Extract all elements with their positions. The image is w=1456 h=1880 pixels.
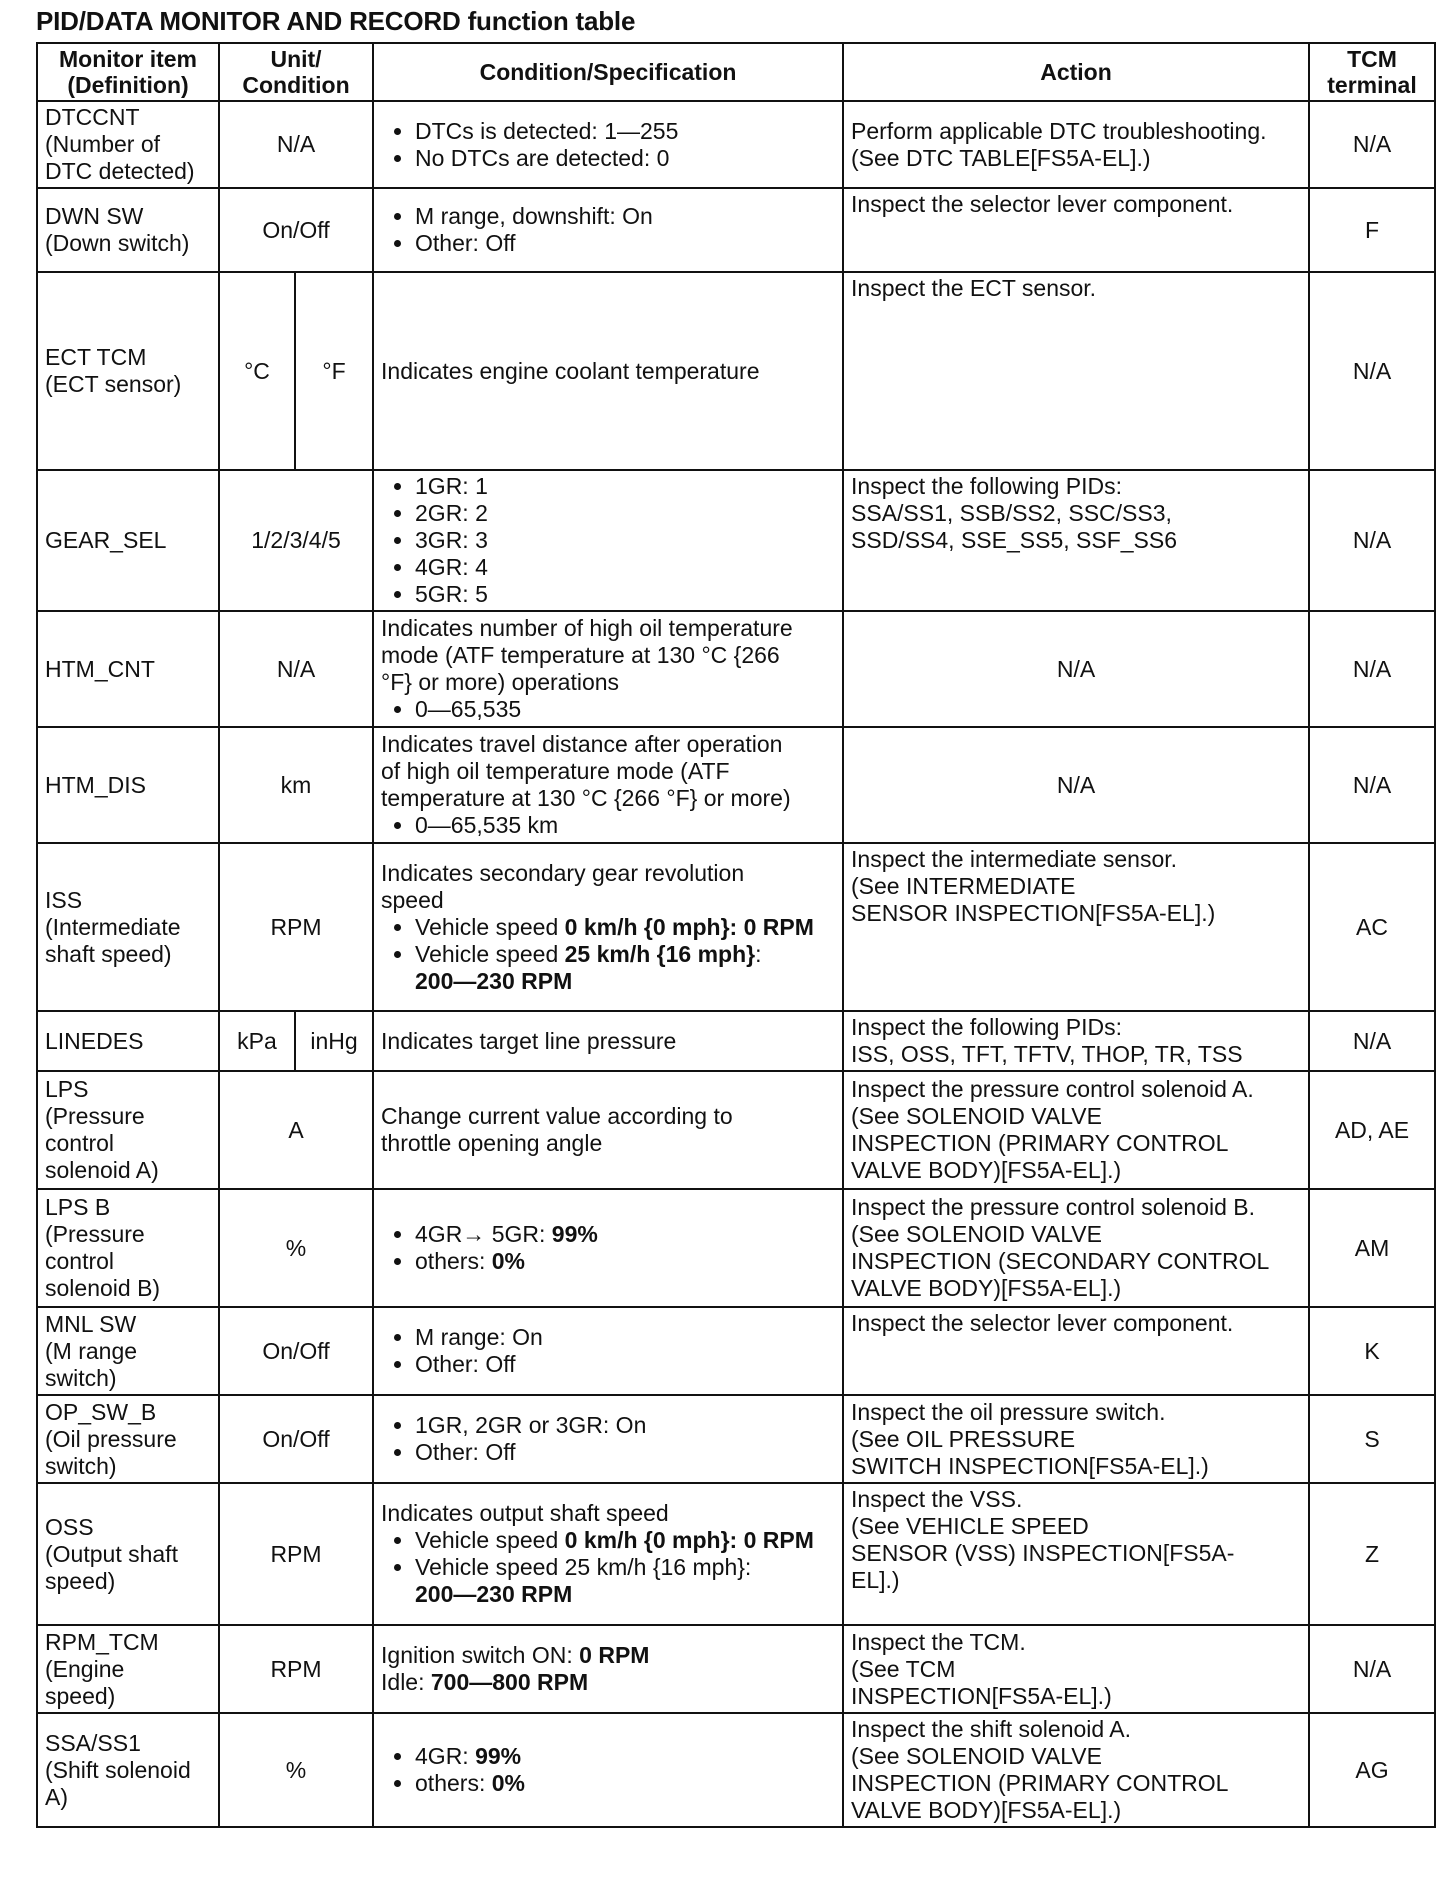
action-cell: Inspect the selector lever component.: [843, 1307, 1309, 1395]
action-cell: Inspect the ECT sensor.: [843, 272, 1309, 470]
tcm-terminal-cell: N/A: [1309, 1011, 1435, 1071]
spec-cell: Indicates number of high oil temperature mode (ATF temperature at 130 °C {266 °F} or more) operations • 0—65,535: [373, 611, 843, 727]
spec-cell: • M range, downshift: On • Other: Off: [373, 188, 843, 272]
spec-cell: Indicates output shaft speed • Vehicle speed 0 km/h {0 mph}: 0 RPM • Vehicle speed 25 km/h {16 mph}: 200—230 RPM: [373, 1483, 843, 1625]
header-tcm-terminal: TCM terminal: [1309, 43, 1435, 101]
tcm-terminal-cell: AG: [1309, 1713, 1435, 1827]
table-row: [37, 272, 1435, 470]
spec-cell: • M range: On • Other: Off: [373, 1307, 843, 1395]
header-unit: Unit/ Condition: [219, 43, 373, 101]
unit-cell: 1/2/3/4/5: [219, 470, 373, 611]
tcm-terminal-cell: S: [1309, 1395, 1435, 1483]
tcm-terminal-cell: N/A: [1309, 611, 1435, 727]
tcm-terminal-cell: AC: [1309, 843, 1435, 1011]
table-row: [37, 1011, 1435, 1071]
unit-us-cell: °F: [295, 272, 373, 470]
action-cell: Inspect the pressure control solenoid B. (See SOLENOID VALVE INSPECTION (SECONDARY CONTROL VALVE BODY)[FS5A-EL].): [843, 1189, 1309, 1307]
unit-cell: RPM: [219, 1625, 373, 1713]
spec-cell: Indicates secondary gear revolution speed • Vehicle speed 0 km/h {0 mph}: 0 RPM • Vehicle speed 25 km/h {16 mph}: 200—230 RPM: [373, 843, 843, 1011]
table-row: [37, 188, 1435, 272]
tcm-terminal-cell: K: [1309, 1307, 1435, 1395]
unit-si-cell: °C: [219, 272, 295, 470]
action-cell: Inspect the selector lever component.: [843, 188, 1309, 272]
unit-si-cell: kPa: [219, 1011, 295, 1071]
header-row: [37, 43, 1435, 101]
tcm-terminal-cell: AM: [1309, 1189, 1435, 1307]
unit-cell: RPM: [219, 843, 373, 1011]
action-cell: Inspect the VSS. (See VEHICLE SPEED SENSOR (VSS) INSPECTION[FS5A- EL].): [843, 1483, 1309, 1625]
spec-cell: • DTCs is detected: 1—255 • No DTCs are detected: 0: [373, 101, 843, 188]
spec-cell: • 1GR: 1 • 2GR: 2 • 3GR: 3 • 4GR: 4 • 5GR: 5: [373, 470, 843, 611]
unit-cell: RPM: [219, 1483, 373, 1625]
header-spec: Condition/Specification: [373, 43, 843, 101]
unit-cell: N/A: [219, 101, 373, 188]
monitor-item-cell: HTM_CNT: [37, 611, 219, 727]
spec-cell: • 4GR: 99% • others: 0%: [373, 1713, 843, 1827]
action-cell: Inspect the TCM. (See TCM INSPECTION[FS5A-EL].): [843, 1625, 1309, 1713]
table-row: [37, 101, 1435, 188]
unit-cell: km: [219, 727, 373, 843]
header-action: Action: [843, 43, 1309, 101]
spec-cell: Indicates target line pressure: [373, 1011, 843, 1071]
tcm-terminal-cell: Z: [1309, 1483, 1435, 1625]
monitor-item-cell: MNL SW (M range switch): [37, 1307, 219, 1395]
tcm-terminal-cell: AD, AE: [1309, 1071, 1435, 1189]
table-row: [37, 611, 1435, 727]
monitor-item-cell: OSS (Output shaft speed): [37, 1483, 219, 1625]
table-row: [37, 727, 1435, 843]
unit-cell: A: [219, 1071, 373, 1189]
table-row: [37, 1071, 1435, 1189]
monitor-item-cell: HTM_DIS: [37, 727, 219, 843]
monitor-item-cell: DTCCNT (Number of DTC detected): [37, 101, 219, 188]
unit-cell: On/Off: [219, 188, 373, 272]
monitor-item-cell: ISS (Intermediate shaft speed): [37, 843, 219, 1011]
unit-us-cell: inHg: [295, 1011, 373, 1071]
action-cell: Inspect the following PIDs: SSA/SS1, SSB/SS2, SSC/SS3, SSD/SS4, SSE_SS5, SSF_SS6: [843, 470, 1309, 611]
unit-cell: On/Off: [219, 1307, 373, 1395]
spec-cell: Ignition switch ON: 0 RPM Idle: 700—800 RPM: [373, 1625, 843, 1713]
monitor-item-cell: LPS (Pressure control solenoid A): [37, 1071, 219, 1189]
spec-cell: • 1GR, 2GR or 3GR: On • Other: Off: [373, 1395, 843, 1483]
table-row: [37, 1307, 1435, 1395]
tcm-terminal-cell: N/A: [1309, 1625, 1435, 1713]
table-row: [37, 1395, 1435, 1483]
monitor-item-cell: SSA/SS1 (Shift solenoid A): [37, 1713, 219, 1827]
monitor-item-cell: LPS B (Pressure control solenoid B): [37, 1189, 219, 1307]
table-row: [37, 1483, 1435, 1625]
table-row: [37, 470, 1435, 611]
spec-cell: Indicates travel distance after operation of high oil temperature mode (ATF temperature at 130 °C {266 °F} or more) • 0—65,535 km: [373, 727, 843, 843]
unit-cell: N/A: [219, 611, 373, 727]
tcm-terminal-cell: N/A: [1309, 727, 1435, 843]
tcm-terminal-cell: N/A: [1309, 272, 1435, 470]
monitor-item-cell: RPM_TCM (Engine speed): [37, 1625, 219, 1713]
header-monitor-item: Monitor item (Definition): [37, 43, 219, 101]
unit-cell: On/Off: [219, 1395, 373, 1483]
table-row: [37, 843, 1435, 1011]
action-cell: N/A: [843, 727, 1309, 843]
monitor-item-cell: GEAR_SEL: [37, 470, 219, 611]
unit-cell: %: [219, 1189, 373, 1307]
action-cell: Inspect the intermediate sensor. (See INTERMEDIATE SENSOR INSPECTION[FS5A-EL].): [843, 843, 1309, 1011]
table-row: [37, 1713, 1435, 1827]
spec-cell: • 4GR→ 5GR: 99% • others: 0%: [373, 1189, 843, 1307]
monitor-item-cell: DWN SW (Down switch): [37, 188, 219, 272]
monitor-item-cell: OP_SW_B (Oil pressure switch): [37, 1395, 219, 1483]
unit-cell: %: [219, 1713, 373, 1827]
action-cell: Inspect the shift solenoid A. (See SOLENOID VALVE INSPECTION (PRIMARY CONTROL VALVE BODY)[FS5A-EL].): [843, 1713, 1309, 1827]
tcm-terminal-cell: N/A: [1309, 101, 1435, 188]
pid-function-table: [36, 42, 1436, 1828]
spec-cell: Change current value according to throttle opening angle: [373, 1071, 843, 1189]
table-row: [37, 1189, 1435, 1307]
action-cell: Perform applicable DTC troubleshooting. (See DTC TABLE[FS5A-EL].): [843, 101, 1309, 188]
tcm-terminal-cell: N/A: [1309, 470, 1435, 611]
action-cell: Inspect the pressure control solenoid A. (See SOLENOID VALVE INSPECTION (PRIMARY CONTROL VALVE BODY)[FS5A-EL].): [843, 1071, 1309, 1189]
action-cell: Inspect the following PIDs: ISS, OSS, TFT, TFTV, THOP, TR, TSS: [843, 1011, 1309, 1071]
monitor-item-cell: LINEDES: [37, 1011, 219, 1071]
action-cell: Inspect the oil pressure switch. (See OIL PRESSURE SWITCH INSPECTION[FS5A-EL].): [843, 1395, 1309, 1483]
action-cell: N/A: [843, 611, 1309, 727]
monitor-item-cell: ECT TCM (ECT sensor): [37, 272, 219, 470]
page-title: PID/DATA MONITOR AND RECORD function table: [36, 6, 636, 36]
tcm-terminal-cell: F: [1309, 188, 1435, 272]
table-row: [37, 1625, 1435, 1713]
spec-cell: Indicates engine coolant temperature: [373, 272, 843, 470]
